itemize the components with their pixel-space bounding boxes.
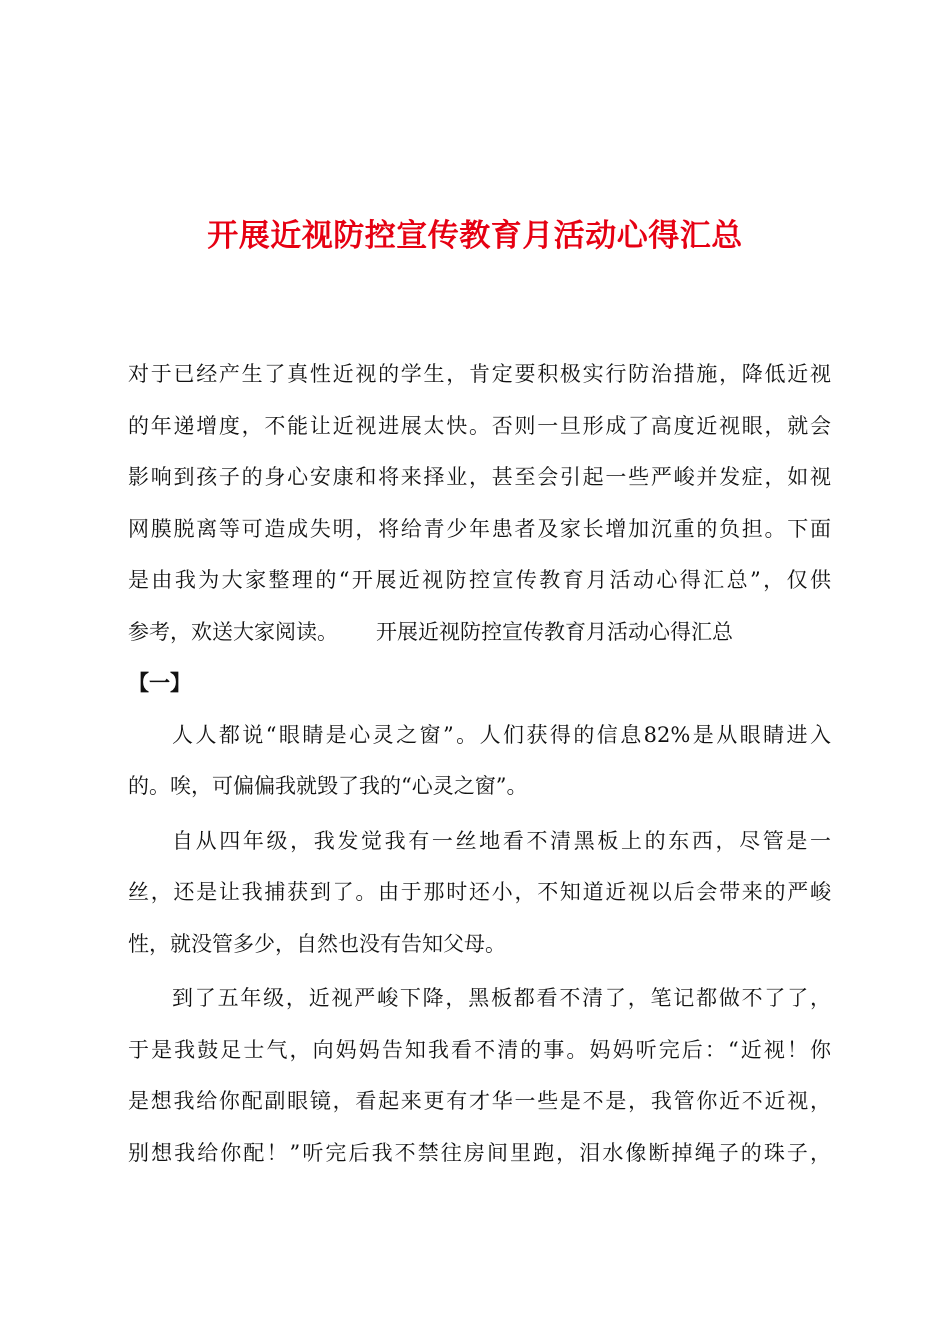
paragraph-3-line: 于是我鼓足士气，向妈妈告知我看不清的事。妈妈听完后：“近视！你: [128, 1037, 831, 1062]
intro-line: 是由我为大家整理的“开展近视防控宣传教育月活动心得汇总”，仅供: [128, 568, 831, 592]
paragraph-2-line: 自从四年级，我发觉我有一丝地看不清黑板上的东西，尽管是一: [172, 828, 831, 853]
paragraph-1-line: 人人都说“眼睛是心灵之窗”。人们获得的信息82%是从眼睛进入: [172, 722, 831, 747]
intro-line: 的年递增度，不能让近视进展太快。否则一旦形成了高度近视眼，就会: [128, 413, 831, 438]
intro-last-line: [128, 607, 831, 659]
intro-closing-text: 参考，欢送大家阅读。: [128, 619, 338, 644]
document-title: 开展近视防控宣传教育月活动心得汇总: [207, 218, 743, 254]
section-marker: 【一】: [128, 671, 191, 695]
intro-line: 网膜脱离等可造成失明，将给青少年患者及家长增加沉重的负担。下面: [128, 516, 831, 541]
document-body: [128, 349, 831, 1179]
paragraph-2-line: 丝，还是让我捕获到了。由于那时还小，不知道近视以后会带来的严峻: [128, 880, 831, 904]
paragraph-3-line: 是想我给你配副眼镜，看起来更有才华一些是不是，我管你近不近视，: [128, 1089, 831, 1113]
paragraph-2-line: 性，就没管多少，自然也没有告知父母。: [128, 931, 506, 956]
paragraph-1-line: 的。唉，可偏偏我就毁了我的“心灵之窗”。: [128, 774, 528, 798]
intro-line: 影响到孩子的身心安康和将来择业，甚至会引起一些严峻并发症，如视: [128, 465, 831, 489]
paragraph-3-line: 别想我给你配！”听完后我不禁往房间里跑，泪水像断掉绳子的珠子，: [128, 1140, 831, 1165]
paragraph-3-line: 到了五年级，近视严峻下降，黑板都看不清了，笔记都做不了了，: [172, 986, 831, 1010]
intro-reference-title: 开展近视防控宣传教育月活动心得汇总: [376, 619, 733, 644]
intro-line: 对于已经产生了真性近视的学生，肯定要积极实行防治措施，降低近视: [128, 362, 831, 386]
